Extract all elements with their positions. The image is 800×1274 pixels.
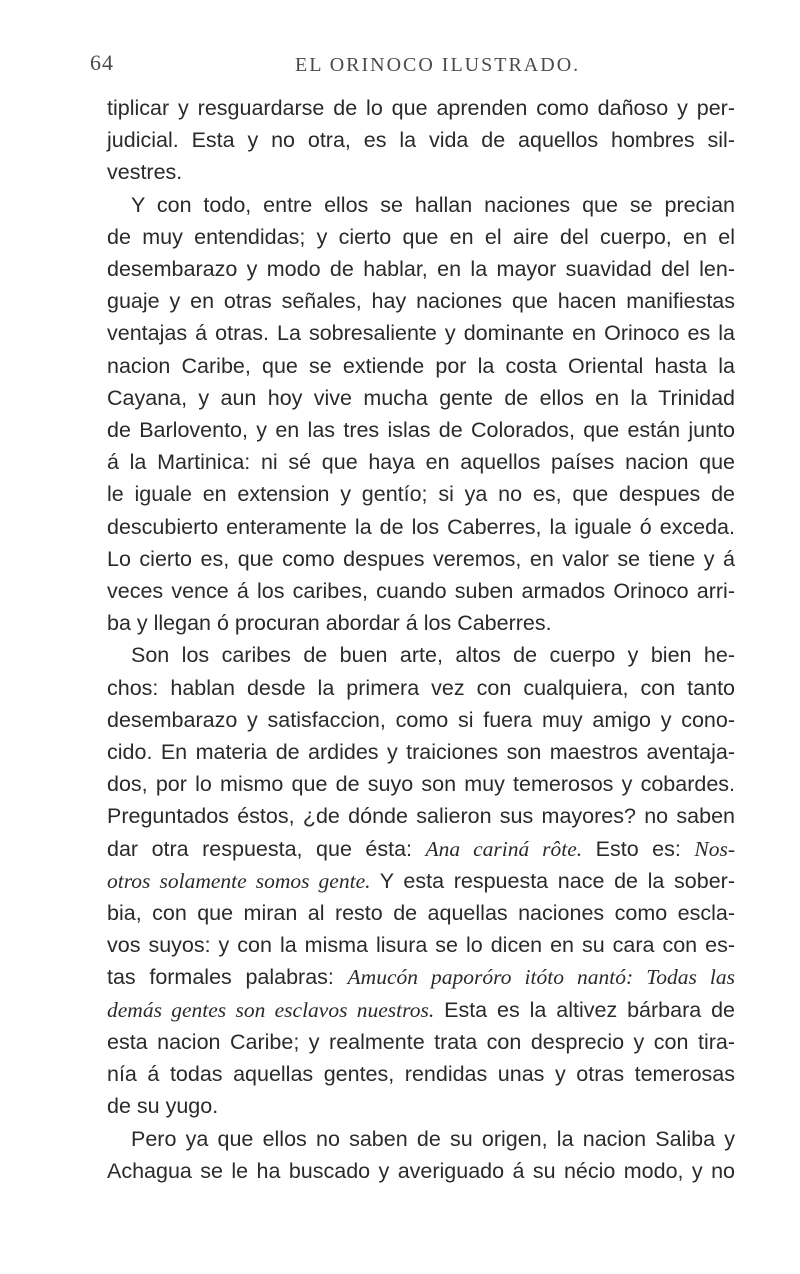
text-line: chos: hablan desde la primera vez con cualquiera, con tanto [107, 675, 735, 700]
text-line: de Barlovento, y en las tres islas de Colorados, que están junto [107, 418, 735, 443]
text-line: nía á todas aquellas gentes, rendidas unas y otras temerosas [107, 1062, 735, 1087]
text-line: judicial. Esta y no otra, es la vida de aquellos hombres sil- [107, 128, 735, 153]
text-line: á la Martinica: ni sé que haya en aquellos países nacion que [107, 450, 735, 475]
text-line: de muy entendidas; y cierto que en el aire del cuerpo, en el [107, 224, 735, 249]
text-line: Y con todo, entre ellos se hallan naciones que se precian [131, 192, 735, 217]
text-line: esta nacion Caribe; y realmente trata con desprecio y con tira- [107, 1029, 735, 1054]
text-line: demás gentes son esclavos nuestros. Esta es la altivez bárbara de [107, 997, 735, 1022]
text-line: dar otra respuesta, que ésta: Ana cariná rôte. Esto es: Nos- [107, 836, 735, 861]
page-number: 64 [90, 50, 114, 75]
quoted-phrase: otros solamente somos gente. [107, 868, 371, 893]
text-line: Achagua se le ha buscado y averiguado á su nécio modo, y no [107, 1158, 735, 1183]
body-text [107, 92, 735, 1187]
text-line: Cayana, y aun hoy vive mucha gente de ellos en la Trinidad [107, 385, 735, 410]
text-line: tas formales palabras: Amucón paporóro itóto nantó: Todas las [107, 965, 735, 990]
text-line: Son los caribes de buen arte, altos de cuerpo y bien he- [131, 643, 735, 668]
text-line: de su yugo. [107, 1094, 219, 1119]
text-line: ventajas á otras. La sobresaliente y dominante en Orinoco es la [107, 321, 735, 346]
text-line: Pero ya que ellos no saben de su origen, la nacion Saliba y [131, 1126, 735, 1151]
text-line: cido. En materia de ardides y traiciones son maestros aventaja- [107, 740, 735, 765]
text-line: tiplicar y resguardarse de lo que aprenden como dañoso y per- [107, 96, 735, 120]
text-line: nacion Caribe, que se extiende por la costa Oriental hasta la [107, 353, 735, 378]
text-line: bia, con que miran al resto de aquellas naciones como escla- [107, 901, 735, 926]
text-line: Lo cierto es, que como despues veremos, en valor se tiene y á [107, 546, 735, 571]
quoted-phrase: Nos- [694, 836, 735, 861]
text-line: otros solamente somos gente. Y esta respuesta nace de la sober- [107, 868, 736, 893]
text-line: desembarazo y satisfaccion, como si fuera muy amigo y cono- [107, 707, 735, 732]
text-line: ba y llegan ó procuran abordar á los Caberres. [107, 611, 552, 636]
text-line: descubierto enteramente la de los Caberres, la iguale ó exceda. [107, 514, 735, 539]
text-line: vos suyos: y con la misma lisura se lo dicen en su cara con es- [107, 933, 735, 958]
text-line: le iguale en extension y gentío; si ya no es, que despues de [107, 482, 735, 507]
quoted-phrase: demás gentes son esclavos nuestros. [107, 997, 435, 1022]
text-line: dos, por lo mismo que de suyo son muy temerosos y cobardes. [107, 772, 735, 797]
text-line: Preguntados éstos, ¿de dónde salieron sus mayores? no saben [107, 804, 735, 829]
text-line: vestres. [107, 160, 183, 185]
quoted-phrase: Ana cariná rôte. [425, 836, 583, 861]
quoted-phrase: Amucón paporóro itóto nantó: Todas las [347, 965, 735, 990]
text-line: desembarazo y modo de hablar, en la mayor suavidad del len- [107, 257, 735, 282]
running-title: EL ORINOCO ILUSTRADO. [295, 54, 581, 76]
page-header [0, 50, 800, 90]
text-line: veces vence á los caribes, cuando suben armados Orinoco arri- [107, 579, 735, 604]
text-line: guaje y en otras señales, hay naciones que hacen manifiestas [107, 289, 735, 314]
